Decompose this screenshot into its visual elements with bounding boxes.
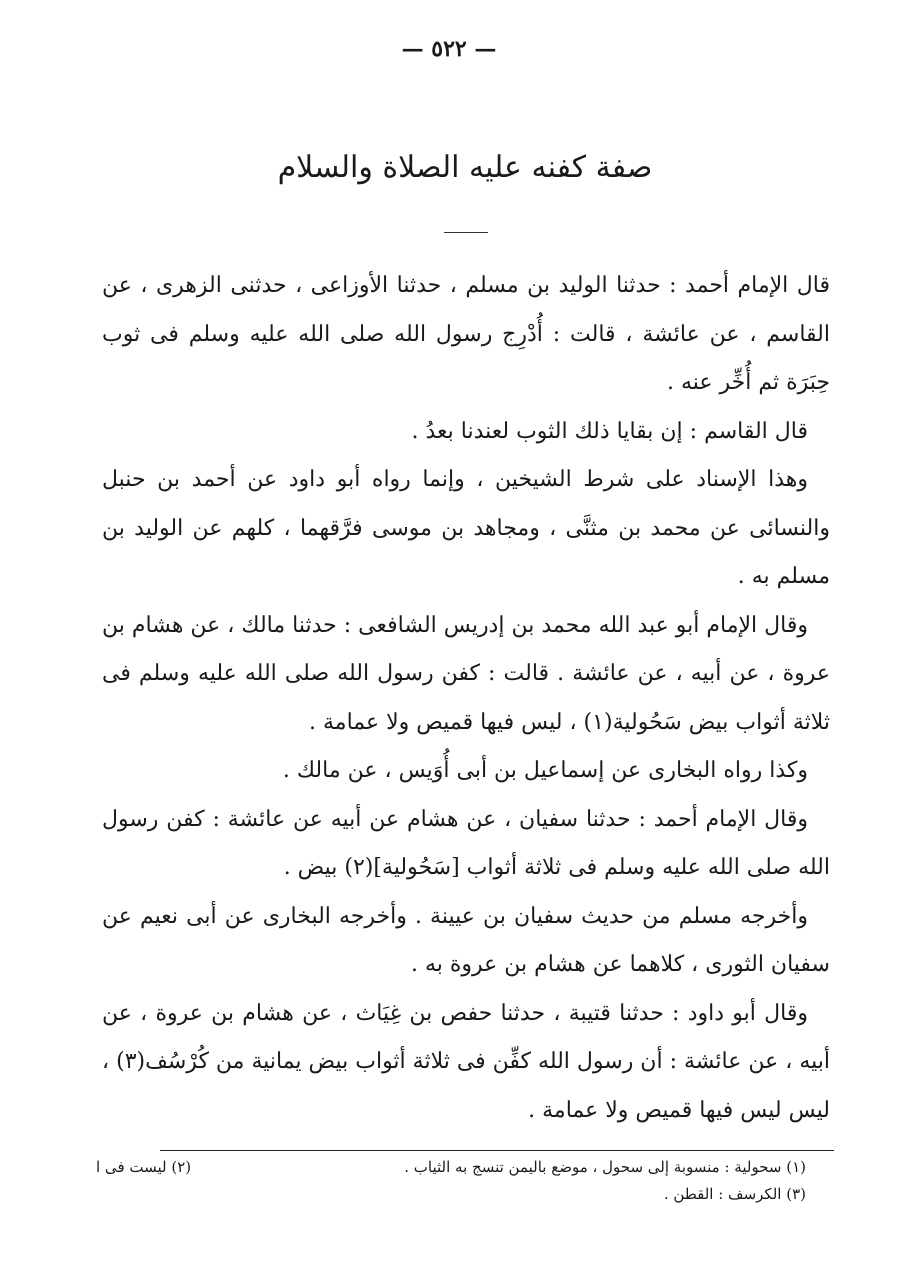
paragraph-1: قال الإمام أحمد : حدثنا الوليد بن مسلم ، حدثنا الأوزاعى ، حدثنى الزهرى ، عن القاسم ، عن عائشة ، قالت : أُدْرِج رسول الله صلى الله عليه وسلم فى ثوب حِبَرَة ثم أُخِّر عنه .	[102, 273, 830, 395]
section-title: صفة كفنه عليه الصلاة والسلام	[277, 150, 653, 185]
footnote-2: (٢) ليست فى ا	[96, 1158, 192, 1176]
paragraph-7: وأخرجه مسلم من حديث سفيان بن عيينة . وأخرجه البخارى عن أبى نعيم عن سفيان الثورى ، كلاهما عن هشام بن عروة به .	[102, 903, 830, 977]
footnote-1: (١) سحولية : منسوبة إلى سحول ، موضع باليمن تنسج به الثياب .	[404, 1158, 806, 1176]
page-number: — ٥٢٢ —	[401, 36, 497, 62]
paragraph-6: وقال الإمام أحمد : حدثنا سفيان ، عن هشام عن أبيه عن عائشة : كفن رسول الله صلى الله عليه وسلم فى ثلاثة أثواب [سَحُولية](٢) بيض .	[102, 806, 830, 880]
paragraph-2: قال القاسم : إن بقايا ذلك الثوب لعندنا بعدُ .	[411, 418, 808, 444]
footnote-divider	[160, 1150, 834, 1151]
footnotes	[96, 1154, 806, 1208]
paragraph-4: وقال الإمام أبو عبد الله محمد بن إدريس الشافعى : حدثنا مالك ، عن هشام بن عروة ، عن أبيه ، عن عائشة . قالت : كفن رسول الله صلى الله عليه وسلم فى ثلاثة أثواب بيض سَحُولية(١) ، ليس فيها قميص ولا عمامة .	[102, 612, 830, 735]
title-divider	[444, 232, 488, 233]
paragraph-8: وقال أبو داود : حدثنا قتيبة ، حدثنا حفص بن غِيَاث ، عن هشام بن عروة ، عن أبيه ، عن عائشة : أن رسول الله كفِّن فى ثلاثة أثواب بيض يمانية من كُرْسُف(٣) ، ليس ليس فيها قميص ولا عمامة .	[102, 1000, 830, 1123]
main-text	[102, 262, 830, 1135]
footnote-3: (٣) الكرسف : القطن .	[663, 1185, 806, 1203]
paragraph-3: وهذا الإسناد على شرط الشيخين ، وإنما رواه أبو داود عن أحمد بن حنبل والنسائى عن محمد بن مثنَّى ، ومجاهد بن موسى فرَّقهما ، كلهم عن الوليد بن مسلم به .	[102, 467, 830, 589]
paragraph-5: وكذا رواه البخارى عن إسماعيل بن أبى أُوَيس ، عن مالك .	[282, 758, 808, 783]
